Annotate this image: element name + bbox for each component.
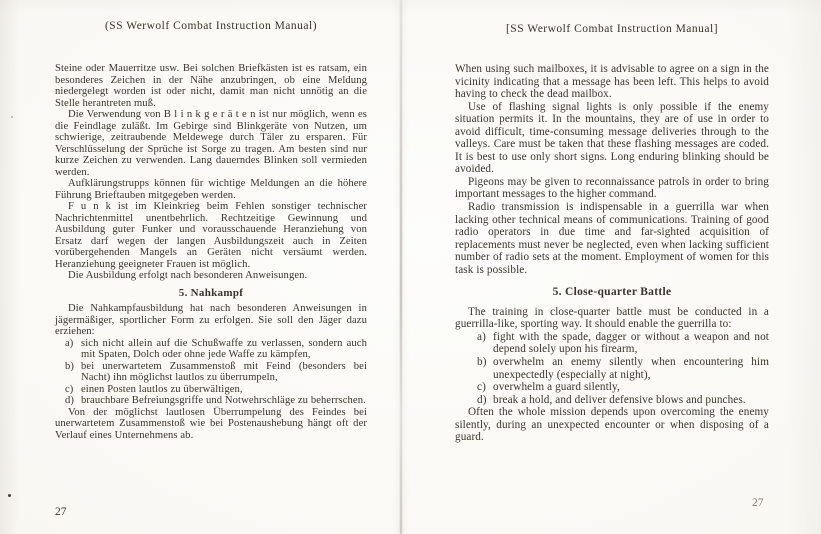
paragraph: Use of flashing signal lights is only possible if the enemy situation permits it. In the mountains, they are of use in order to avoid difficult, time-consuming message deliveries through to the valleys. Care must be taken that these flashing messages are coded. It is best to use only short signs. Long enduring blinking should be avoided. <box>455 100 769 176</box>
list-item <box>455 394 769 407</box>
paragraph: Aufklärungstrupps können für wichtige Meldungen an die höhere Führung Brieftauben mitgegeben werden. <box>55 178 367 201</box>
list-item <box>455 331 769 356</box>
list-marker: a) <box>65 337 74 349</box>
list-marker: c) <box>65 383 74 395</box>
paragraph: Often the whole mission depends upon overcoming the enemy silently, during an unexpected encounter or when disposing of a guard. <box>455 406 769 444</box>
list-item <box>55 361 367 384</box>
list-item-text: fight with the spade, dagger or without a weapon and not depend solely upon his firearm, <box>493 330 769 356</box>
left-page-body <box>55 63 367 441</box>
scan-speck <box>11 116 13 118</box>
list-item-text: bei unerwartetem Zusammenstoß mit Feind (besonders bei Nacht) ihn möglichst lautlos zu überrumpeln, <box>81 360 367 383</box>
list-item-text: overwhelm a guard silently, <box>493 381 620 394</box>
list-marker: b) <box>65 360 75 372</box>
page-number-left: 27 <box>55 506 67 518</box>
list-item-text: overwhelm an enemy silently when encountering him unexpectedly (especially at night), <box>493 356 769 381</box>
paragraph: Pigeons may be given to reconnaissance patrols in order to bring important messages to the higher command. <box>455 175 769 201</box>
paragraph: F u n k ist im Kleinkrieg beim Fehlen sonstiger technischer Nachrichtenmittel unentbehrlich. Rechtzeitige Gewinnung und Ausbildung guter Funker und vorausschauende Heranziehung von Ersatz darf wegen der langen Ausbildungszeit auch in Zeiten vorübergehenden Mangels an Geräten nicht versäumt werden. Heranziehung geeigneter Frauen ist möglich. <box>55 201 367 270</box>
left-page <box>55 20 367 441</box>
paragraph: Von der möglichst lautlosen Überrumpelung des Feindes bei unerwartetem Zusammenstoß wie bei Postenaushebung hängt oft der Verlauf eines Unternehmens ab. <box>55 406 367 441</box>
list-marker: b) <box>477 356 487 369</box>
list-marker: c) <box>477 381 486 394</box>
section-heading-nahkampf: 5. Nahkampf <box>178 286 244 299</box>
right-page-body <box>455 63 769 444</box>
list-item <box>455 381 769 394</box>
paragraph: Radio transmission is indispensable in a guerrilla war when lacking other technical means of communications. Training of good radio operators in due time and far-sighted acquisition of replacements must never be neglected, even when lacking sufficient number of radio sets at the moment. Employment of women for this task is possible. <box>455 201 769 276</box>
paragraph: Die Nahkampfausbildung hat nach besonderen Anweisungen in jägermäßiger, sportlicher Form zu erfolgen. Sie soll den Jäger dazu erziehen: <box>55 303 367 337</box>
ordered-list <box>455 331 769 406</box>
paragraph: Steine oder Mauerritze usw. Bei solchen Briefkästen ist es ratsam, ein besonderes Zeichen in der Nähe anzubringen, ob eine Meldung niedergelegt worden ist oder nicht, damit man nicht unnötig an die Stelle herantreten muß. <box>55 63 367 109</box>
paragraph: Die Ausbildung erfolgt nach besonderen Anweisungen. <box>68 270 308 281</box>
paragraph: Die Verwendung von B l i n k g e r ä t e n ist nur möglich, wenn es die Feindlage zuläßt. Im Gebirge sind Blinkgeräte von Nutzen, um schwierige, zeitraubende Meldewege durch Täler zu ersparen. Für Verschlüsselung der Sprüche ist Sorge zu tragen. Am besten sind nur kurze Zeichen zu verwenden. Lang dauerndes Blinken soll vermieden werden. <box>55 109 367 178</box>
list-item <box>55 395 367 407</box>
binding-gutter-crease <box>400 0 402 534</box>
list-item <box>55 384 367 396</box>
list-item-text: brauchbare Befreiungsgriffe und Notwehrschläge zu beherrschen. <box>81 395 366 406</box>
running-head-right: [SS Werwolf Combat Instruction Manual] <box>505 23 719 35</box>
list-item-text: sich nicht allein auf die Schußwaffe zu verlassen, sondern auch mit Spaten, Dolch oder ohne jede Waffe zu kämpfen, <box>81 337 367 360</box>
scan-speck <box>8 494 11 497</box>
list-marker: d) <box>477 393 487 406</box>
paragraph: The training in close-quarter battle must be conducted in a guerrilla-like, sporting way. It should enable the guerrilla to: <box>455 305 769 331</box>
page-number-right: 27 <box>752 497 764 509</box>
list-item-text: einen Posten lautlos zu überwältigen, <box>81 383 243 395</box>
paragraph: When using such mailboxes, it is advisable to agree on a sign in the vicinity indicating that a message has been left. This helps to avoid having to check the dead mailbox. <box>455 63 769 101</box>
running-head-left: (SS Werwolf Combat Instruction Manual) <box>104 20 318 32</box>
list-item <box>55 338 367 361</box>
list-item <box>455 356 769 381</box>
right-page <box>455 20 769 444</box>
section-heading-close-quarter-battle: 5. Close-quarter Battle <box>552 286 672 299</box>
list-item-text: break a hold, and deliver defensive blows and punches. <box>493 393 746 406</box>
ordered-list <box>55 338 367 407</box>
list-marker: a) <box>477 330 486 343</box>
list-marker: d) <box>65 395 75 406</box>
